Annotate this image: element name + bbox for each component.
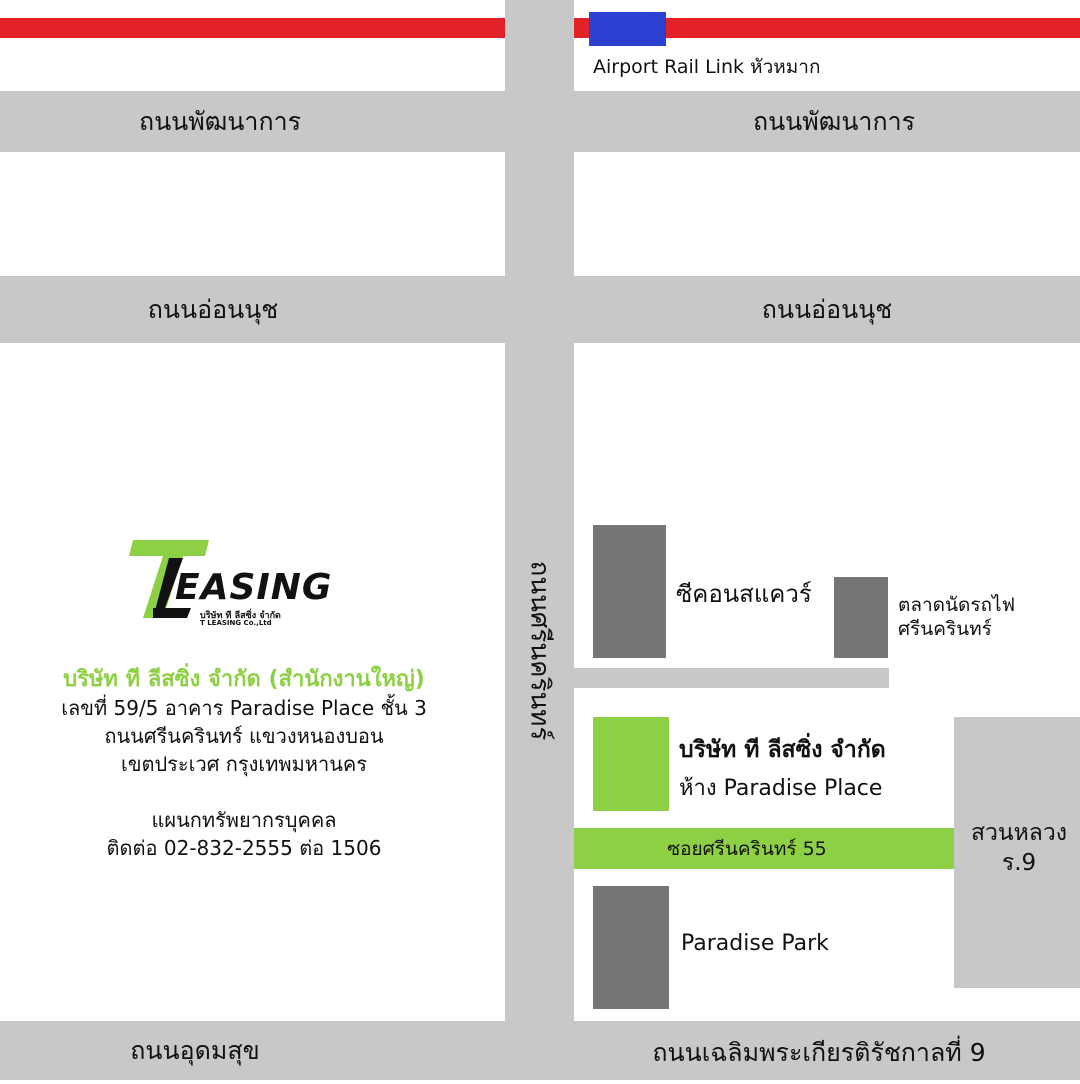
logo-english-name: T LEASING Co.,Ltd — [200, 619, 272, 627]
train-market-building — [834, 577, 888, 658]
logo-thai-name: บริษัท ที ลีสซิ่ง จำกัด — [200, 611, 281, 621]
paradise-place-building — [593, 717, 669, 811]
department: แผนกทรัพยากรบุคคล — [151, 808, 337, 832]
seacon-square-label: ซีคอนสแควร์ — [676, 580, 812, 608]
paradise-place-label: ห้าง Paradise Place — [679, 776, 883, 801]
company-location-label: บริษัท ที ลีสซิ่ง จำกัด — [679, 737, 886, 763]
soi-srinakarin-55-label: ซอยศรีนครินทร์ 55 — [667, 837, 827, 860]
suan-luang-label-1: สวนหลวง — [970, 820, 1068, 846]
contact-phone: ติดต่อ 02-832-2555 ต่อ 1506 — [106, 836, 382, 860]
address-line-2: ถนนศรีนครินทร์ แขวงหนองบอน — [104, 724, 384, 748]
train-market-label-1: ตลาดนัดรถไฟ — [898, 594, 1016, 616]
company-info — [0, 665, 488, 862]
logo-wordmark: EASING — [175, 567, 333, 608]
paradise-park-label: Paradise Park — [681, 931, 829, 956]
airport-rail-station-marker — [589, 12, 666, 46]
address-line-1: เลขที่ 59/5 อาคาร Paradise Place ชั้น 3 — [61, 696, 427, 720]
train-market-label-2: ศรีนครินทร์ — [898, 618, 992, 640]
side-road — [574, 668, 889, 688]
t-leasing-logo — [125, 538, 355, 628]
pattanakarn-label-right: ถนนพัฒนาการ — [752, 106, 916, 136]
seacon-square-building — [593, 525, 666, 658]
srinakarin-road-label: ถนนศรีนครินทร์ — [524, 560, 555, 740]
address-line-3: เขตประเวศ กรุงเทพมหานคร — [120, 752, 367, 776]
chalermprakiat-label: ถนนเฉลิมพระเกียรติรัชกาลที่ 9 — [652, 1037, 986, 1067]
onnut-label-right: ถนนอ่อนนุช — [761, 294, 893, 324]
company-info-title: บริษัท ที ลีสซิ่ง จำกัด (สำนักงานใหญ่) — [63, 667, 425, 692]
paradise-park-building — [593, 886, 669, 1009]
udomsuk-label: ถนนอุดมสุข — [130, 1035, 260, 1065]
pattanakarn-label-left: ถนนพัฒนาการ — [138, 106, 302, 136]
suan-luang-label-2: ร.9 — [1001, 850, 1037, 876]
airport-rail-label: Airport Rail Link หัวหมาก — [593, 56, 821, 78]
onnut-label-left: ถนนอ่อนนุช — [147, 294, 279, 324]
